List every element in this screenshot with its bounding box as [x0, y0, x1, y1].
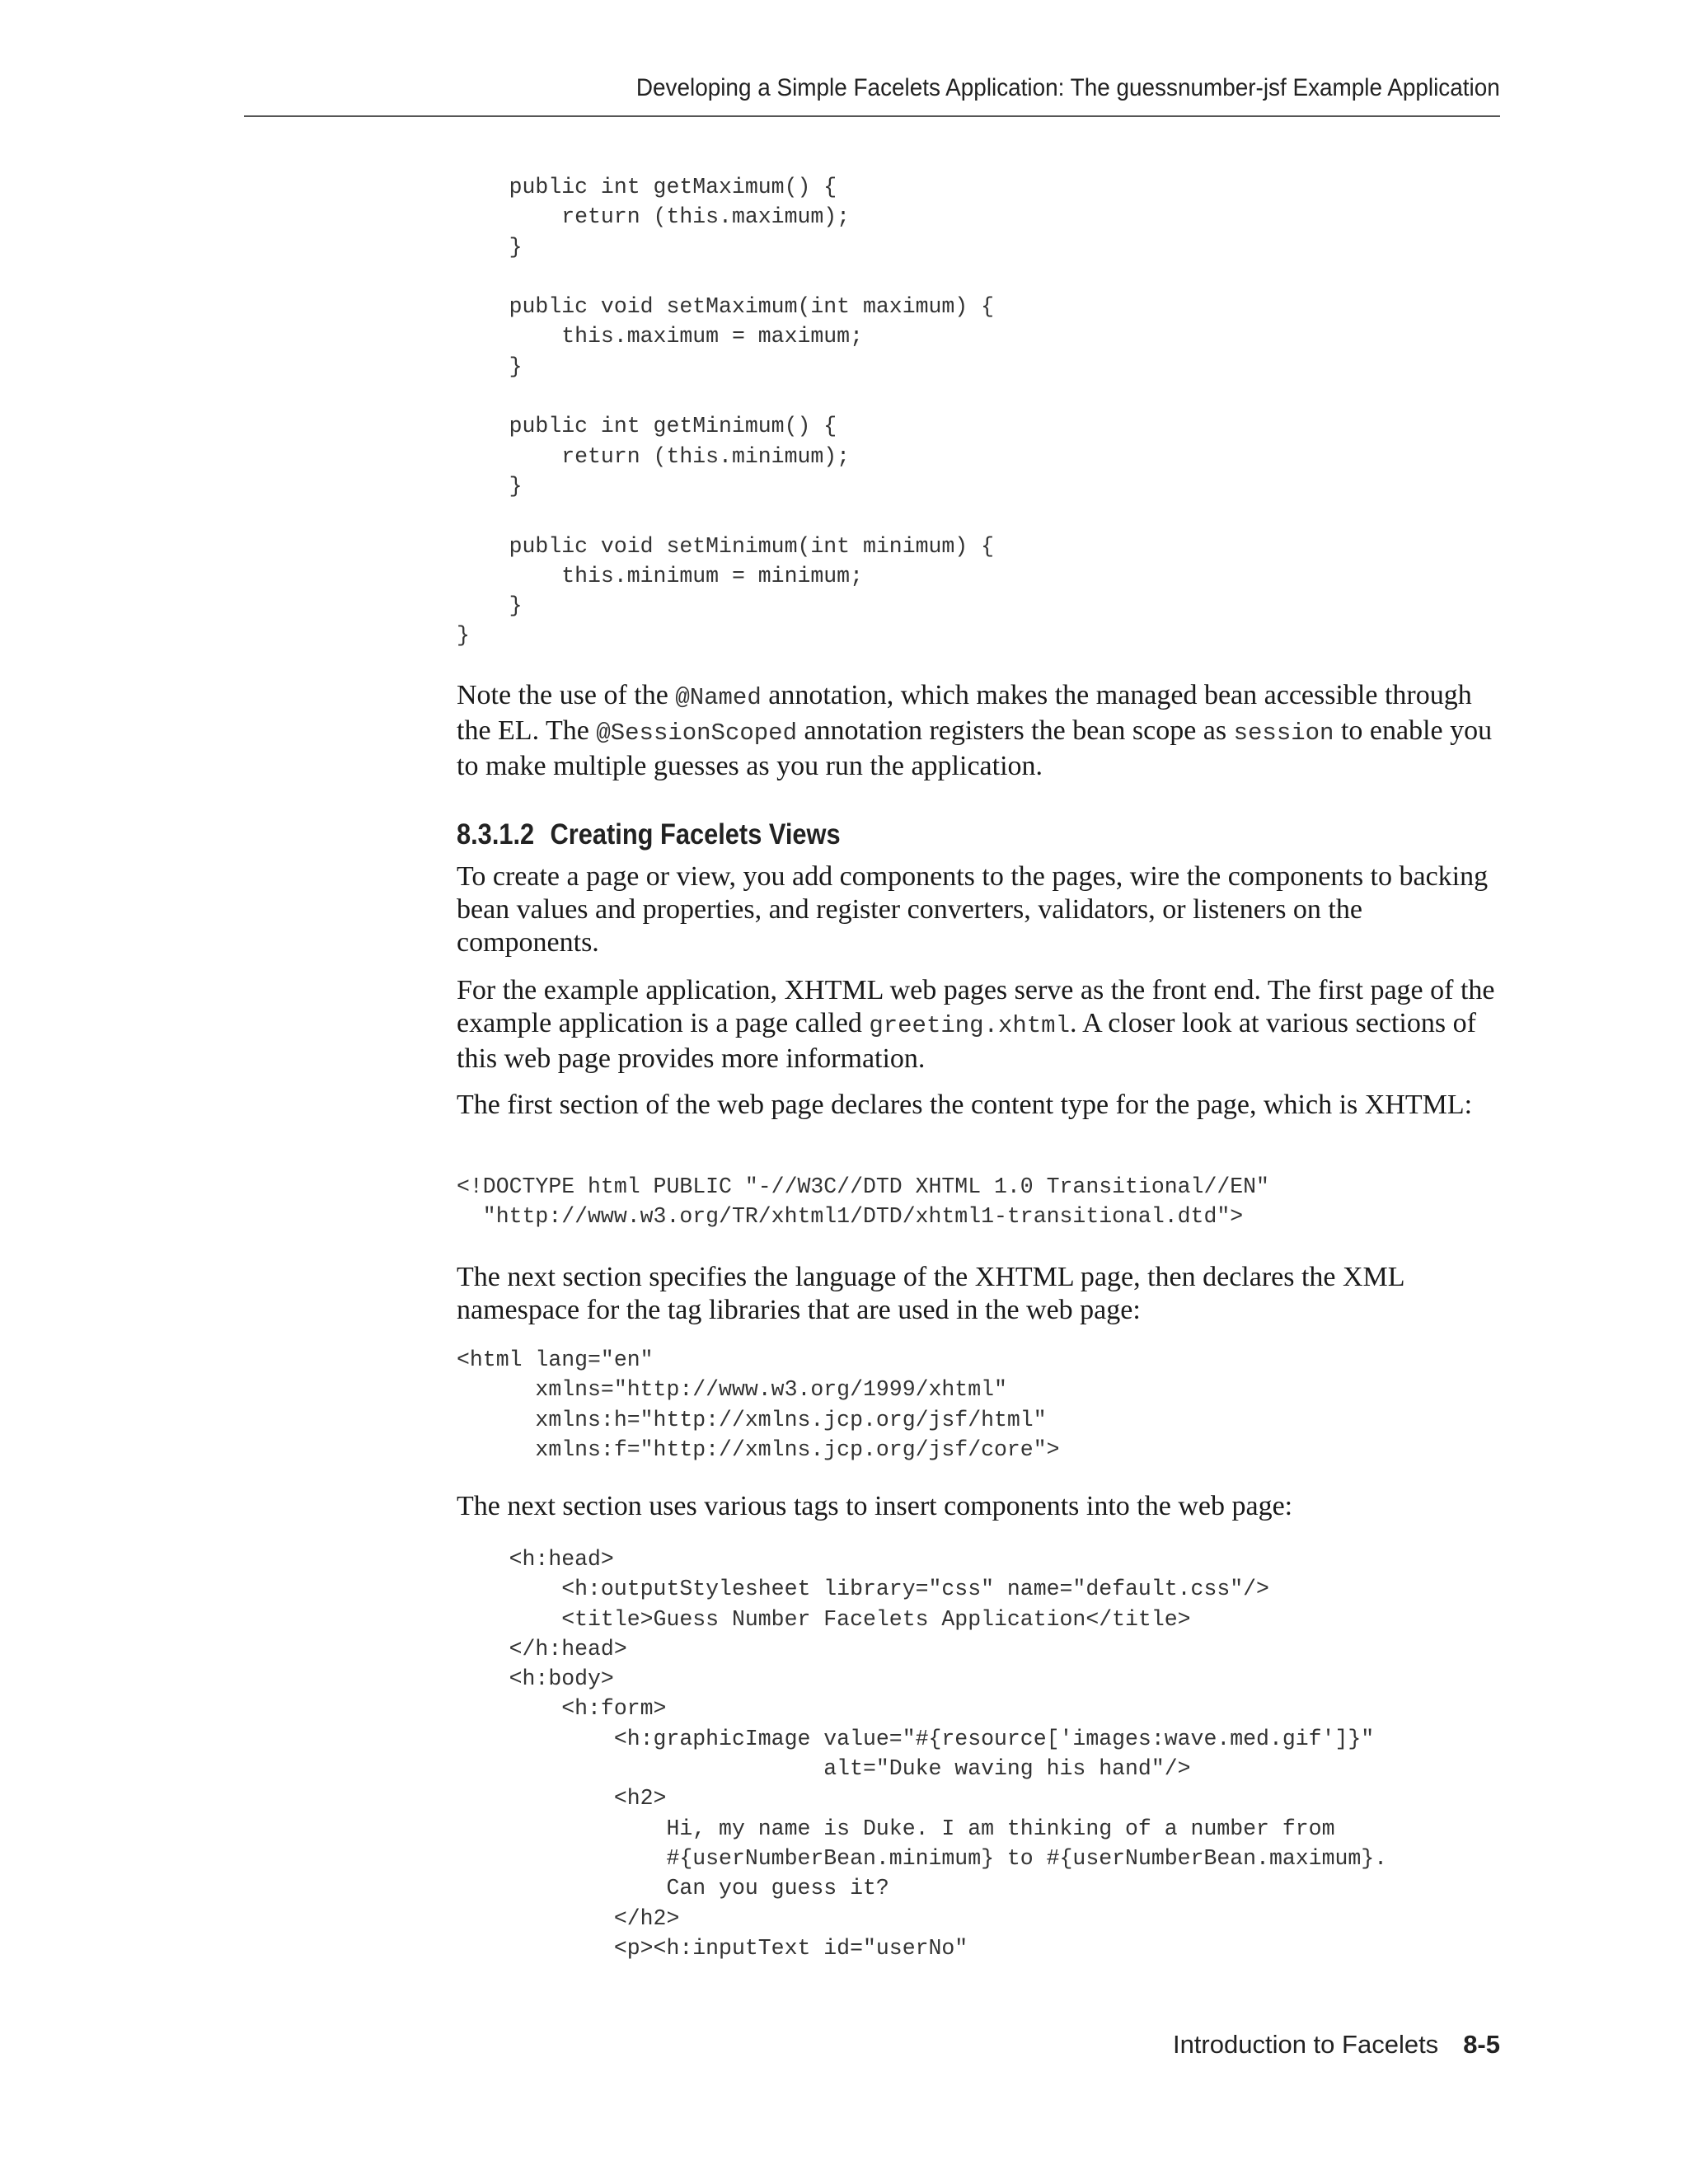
para-text: For the example application, XHTML web pages serve as the front end. The first page of the example application is a page called	[457, 975, 1495, 1038]
section-heading	[457, 818, 841, 852]
para-text: Note the use of the	[457, 680, 676, 710]
footer-chapter-title: Introduction to Facelets	[1172, 2030, 1439, 2059]
running-title: Developing a Simple Facelets Application: The guessnumber-jsf Example Application	[636, 74, 1500, 101]
para-text: annotation, which makes the managed bean accessible through the EL. The	[457, 680, 1472, 746]
inline-code-session: session	[1233, 719, 1334, 747]
code-block-doctype: <!DOCTYPE html PUBLIC "-//W3C//DTD XHTML 1.0 Transitional//EN" "http://www.w3.org/TR/xhtml1/DTD/xhtml1-transitional.dtd">	[457, 1174, 1269, 1230]
code-block-facelets-markup: <h:head> <h:outputStylesheet library="css" name="default.css"/> <title>Guess Number Facelets Application</title> </h:head> <h:body> <h:form> <h:graphicImage value="#{resource['images:wave.med.gif']}" alt="Duke waving his hand"/> <h2> Hi, my name is Duke. I am thinking of a number from #{userNumberBean.minimum} to #{userNumberBean.maximum}. Can you guess it? </h2> <p><h:inputText id="userNo"	[509, 1547, 1388, 1961]
code-block-html-namespaces: <html lang="en" xmlns="http://www.w3.org/1999/xhtml" xmlns:h="http://xmlns.jcp.org/jsf/html" xmlns:f="http://xmlns.jcp.org/jsf/core">	[457, 1347, 1060, 1462]
inline-code-greeting-xhtml: greeting.xhtml	[869, 1012, 1070, 1039]
para-text: to enable you to make multiple guesses as you run the application.	[457, 715, 1493, 781]
inline-code-sessionscoped: @SessionScoped	[596, 719, 797, 747]
inline-code-named: @Named	[675, 684, 762, 711]
paragraph-content-type: The first section of the web page declares the content type for the page, which is XHTML:	[457, 1090, 1473, 1120]
page-footer	[1173, 2030, 1500, 2060]
para-text: annotation registers the bean scope as	[796, 715, 1234, 746]
section-title: Creating Facelets Views	[550, 818, 841, 851]
paragraph-create-view: To create a page or view, you add components to the pages, wire the components to backing bean values and properties, and register converters, validators, or listeners on the components.	[457, 861, 1489, 958]
page-header	[244, 71, 1500, 117]
paragraph-namespace: The next section specifies the language of the XHTML page, then declares the XML namespace for the tag libraries that are used in the web page:	[457, 1262, 1404, 1325]
code-block-accessors: public int getMaximum() { return (this.maximum); } public void setMaximum(int maximum) { this.maximum = maximum; } public int getMinimum() { return (this.minimum); } public void setMinimum(int minimum) { this.minimum = minimum; } }	[457, 175, 995, 649]
para-text: . A closer look at various sections of this web page provides more information.	[457, 1008, 1476, 1074]
section-number: 8.3.1.2	[457, 818, 535, 851]
paragraph-components: The next section uses various tags to insert components into the web page:	[457, 1491, 1293, 1521]
paragraph-named-annotation	[457, 679, 1503, 783]
paragraph-example-application	[457, 974, 1503, 1076]
page-number: 8-5	[1463, 2030, 1500, 2059]
